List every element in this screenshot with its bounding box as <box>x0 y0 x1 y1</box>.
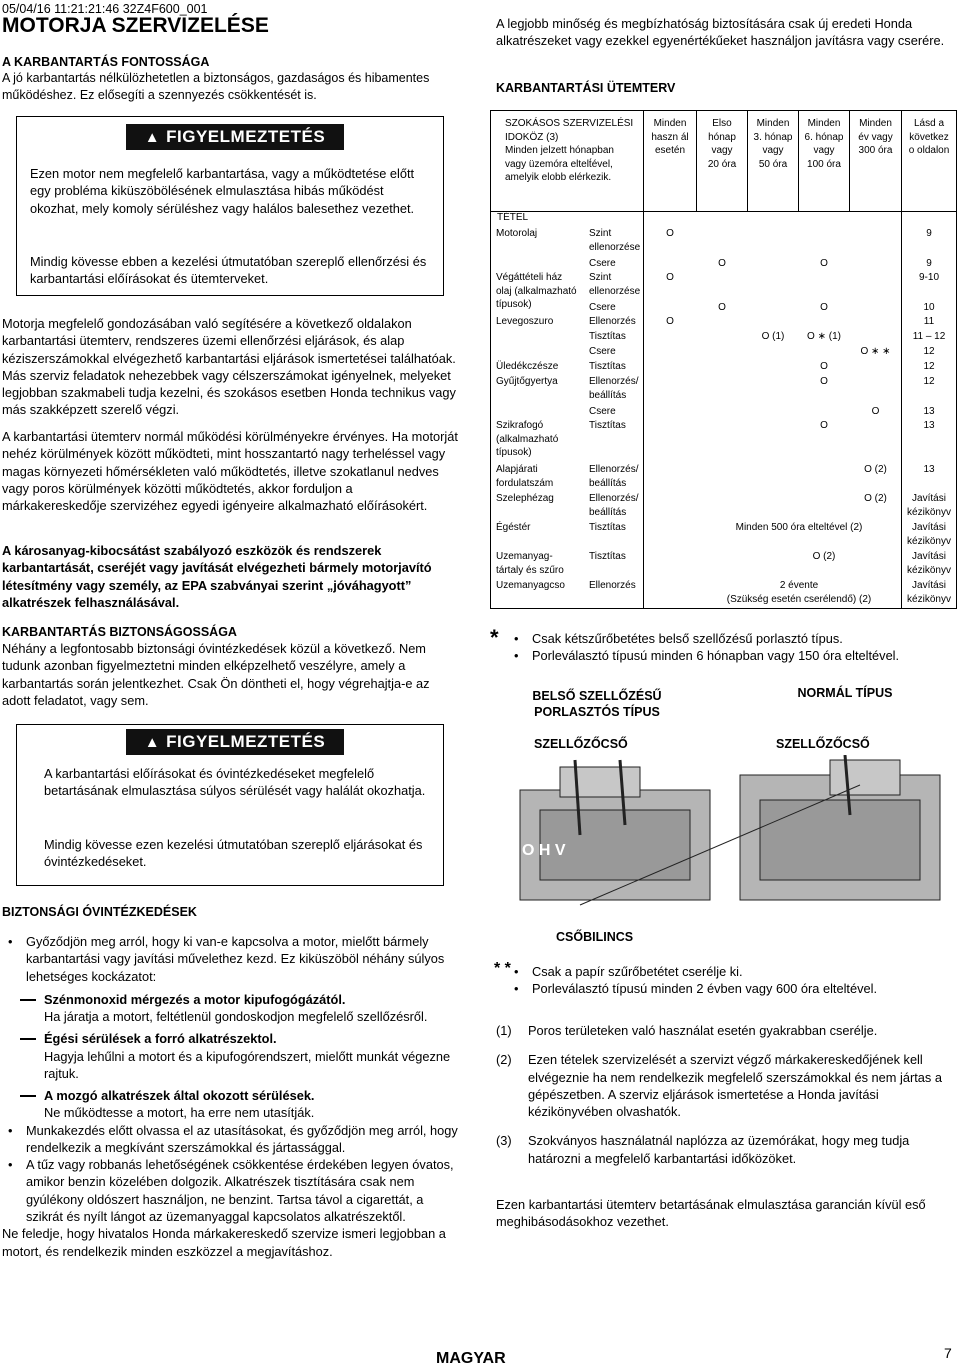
section-heading-safety: KARBANTARTÁS BIZTONSÁGOSSÁGA <box>2 625 237 639</box>
note-item: (3) Szokványos használatnál naplózza az üzemórákat, hogy meg tudja határozni a megfelelő karbantartási időközöket. <box>496 1133 910 1166</box>
table-cell-action: Tisztítas <box>589 361 626 372</box>
table-header-yearly: Minden év vagy 300 óra <box>858 118 893 156</box>
table-cell-mark: O ∗ ∗ <box>860 346 891 357</box>
table-cell-ref: Javítási kézikönyv <box>907 551 951 576</box>
table-cell-action: Csere <box>589 406 616 417</box>
section-heading-precautions: BIZTONSÁGI ÓVINTÉZKEDÉSEK <box>2 905 197 919</box>
label-vent-tube-right: SZELLŐZŐCSŐ <box>776 737 870 751</box>
footnote-item: • Csak kétszűrőbetétes belső szellőzésű porlasztó típus. <box>508 630 958 647</box>
table-cell-mark: O <box>820 376 828 387</box>
table-header-interval: SZOKÁSOS SZERVIZELÉSI IDOKÖZ (3) Minden jelzett hónapban vagy üzemóra eltelt́ével, amelyik elobb elérkezik. <box>505 118 634 183</box>
figure-title-inner-vent: BELSŐ SZELLŐZÉSŰ PORLASZTÓS TÍPUS <box>532 689 662 720</box>
table-cell-item: Levegoszuro <box>496 316 554 327</box>
hazard-item: A mozgó alkatrészek által okozott sérülések. Ne működtesse a motort, ha erre nem utasítják. <box>2 1087 460 1122</box>
table-cell-ref: 13 <box>923 420 935 431</box>
table-cell-ref: 12 <box>923 376 935 387</box>
table-cell-item: Uzemanyagcso <box>496 580 565 591</box>
table-cell-mark: O <box>820 302 828 313</box>
label-hose-clamp: CSŐBILINCS <box>556 930 634 944</box>
paragraph-2: A karbantartási ütemterv normál működési körülményekre érvényes. Ha motorját nehéz körülmények között működteti, mint hosszantartó nagy terheléssel vagy magas környezeti hőmérsékleten való működtetés, illetve szokatlanul nedves vagy poros körülmények közötti működtetés, akkor forduljon a márkakereskedője szervizéhez egyedi igényeire alkalmazható előírásokért. <box>2 429 458 514</box>
note-item: (1) Poros területeken való használat esetén gyakrabban cserélje. <box>496 1023 878 1038</box>
table-cell-item: Végáttételi ház olaj (alkalmazható típusok) <box>496 272 577 310</box>
footnote-star-2-list <box>508 963 958 998</box>
parts-intro: A legjobb minőség és megbízhatóság biztosítására csak új eredeti Honda alkatrészeket vagy ezekkel egyenértékűeket használjon javításra vagy cserére. <box>496 16 945 49</box>
svg-text:O H V: O H V <box>522 842 566 859</box>
table-cell-mark: O (1) <box>761 331 785 342</box>
table-cell-ref: Javítási kézikönyv <box>907 493 951 518</box>
table-cell-item: Szelephézag <box>496 493 554 504</box>
table-cell-ref: Javítási kézikönyv <box>907 522 951 547</box>
table-cell-action: Tisztítas <box>589 522 626 533</box>
warning-triangle-icon: ▲ <box>144 129 161 146</box>
table-cell-mark: O <box>666 228 674 239</box>
table-cell-action: Szint ellenorzése <box>589 272 641 297</box>
warning-header-2 <box>126 729 344 755</box>
table-cell-ref: 11 <box>923 316 935 327</box>
table-cell-mark: O <box>718 302 726 313</box>
note-item: (2) Ezen tételek szervizelését a szervizt végző márkakereskedőjének kell elvégeznie ha nem rendelkezik megfelelő szerszámokkal és nem jártas a gépészetben. A szerviz eljárások ismertetése a Honda javítási kézikönyvében olvashatók. <box>496 1052 942 1120</box>
table-cell-ref: 12 <box>923 346 935 357</box>
warning2-text-1: A karbantartási előírásokat és óvintézkedéseket megfelelő betartásának elmulasztása súlyos sérülését vagy halálát okozhatja. <box>44 766 426 799</box>
label-vent-tube-left: SZELLŐZŐCSŐ <box>534 737 628 751</box>
table-cell-span: Minden 500 óra elteltével (2) <box>735 522 863 533</box>
warranty-note: Ezen karbantartási ütemterv betartásának elmulasztása garancián kívül eső meghibásodásokhoz vezethet. <box>496 1197 926 1230</box>
schedule-heading: KARBANTARTÁSI ÜTEMTERV <box>496 81 676 95</box>
table-header-first-month: Elso hónap vagy 20 óra <box>707 118 737 170</box>
table-cell-item: Alapjárati fordulatszám <box>496 464 554 489</box>
table-cell-ref: 10 <box>923 302 935 313</box>
table-cell-action: Tisztítas <box>589 420 626 431</box>
paragraph-1: Motorja megfelelő gondozásában való segítésére a következő oldalakon karbantartási ütemterv, rendszeres üzemi ellenőrzési eljárások, és alap kéziszerszámokkal elvégezhető karbantartási eljárások ismertetései találhatóak. Más szerviz feladatok nehezebbek vagy célszerszámokat igényelnek, melyeket legjobban szakmabeli tudja kezelni, és szokásos esetben Honda technikus vagy más szakképzett szerelő végzi. <box>2 316 456 418</box>
footnote-star-1: * <box>490 625 499 650</box>
hazard-item: Szénmonoxid mérgezés a motor kipufogógázától. Ha járatja a motort, feltétlenül gondoskodjon megfelelő szellőzésről. <box>2 991 460 1026</box>
paragraph-emission: A károsanyag-kibocsátást szabályozó eszközök és rendszerek karbantartását, cseréjét vagy javítását elvégezheti bármely motorjavító létesítmény vagy személy, az EPA szabványai szerint „jóváhagyott” alkatrészek felhasználásával. <box>2 543 432 610</box>
warning-title-2: FIGYELMEZTETÉS <box>166 732 326 751</box>
print-meta: 05/04/16 11:21:21:46 32Z4F600_001 <box>2 2 208 16</box>
breather-diagram <box>500 680 955 950</box>
warning-title-1: FIGYELMEZTETÉS <box>166 127 326 146</box>
numbered-notes <box>496 1022 956 1167</box>
table-cell-action: Ellenorzés <box>589 316 636 327</box>
table-cell-action: Tisztítas <box>589 331 626 342</box>
table-cell-action: Csere <box>589 258 616 269</box>
precautions-list <box>2 933 460 1260</box>
table-cell-ref: 13 <box>923 406 935 417</box>
hazard-item: Égési sérülések a forró alkatrészektol. Hagyja lehűlni a motort és a kipufogórendszert, mielőtt munkát végezne rajtuk. <box>2 1030 460 1082</box>
table-header-see-page: Lásd a következ o oldalon <box>908 118 950 156</box>
table-cell-ref: 9 <box>926 228 932 239</box>
table-cell-item: Gyűjtőgyertya <box>496 376 558 387</box>
warning2-text-2: Mindig kövesse ezen kezelési útmutatóban szereplő eljárásokat és óvintézkedéseket. <box>44 837 423 870</box>
precaution-item: • Munkakezdés előtt olvassa el az utasításokat, és győződjön meg arról, hogy rendelkezik a megkívánt szerszámokkal és jártassággal. <box>2 1122 460 1157</box>
precautions-tail: Ne feledje, hogy hivatalos Honda márkakereskedő szervize ismeri legjobban a motort, és rendelkezik minden eszközzel a megjavításhoz. <box>2 1226 446 1259</box>
table-cell-mark: O <box>820 258 828 269</box>
table-cell-mark: O <box>820 420 828 431</box>
table-cell-mark: O <box>666 316 674 327</box>
table-cell-ref: 13 <box>923 464 935 475</box>
table-cell-mark: O <box>666 272 674 283</box>
table-header-3-months: Minden 3. hónap vagy 50 óra <box>753 118 793 170</box>
table-cell-mark: O (2) <box>812 551 836 562</box>
page-number: 7 <box>944 1345 952 1361</box>
table-header-item: TÉTEL <box>497 212 529 223</box>
safety-text: Néhány a legfontosabb biztonsági óvintézkedések közül a következő. Nem tudunk azonban figyelmeztetni minden elképzelhető veszélyre, amely a karbantartás során jelentkezhet. Csak Ön döntheti el, hogy végrehajtja-e az adott feladatot, vagy sem. <box>2 641 430 708</box>
table-cell-action: Ellenorzés/ beállítás <box>589 464 639 489</box>
warning-triangle-icon: ▲ <box>144 734 161 751</box>
importance-text: A jó karbantartás nélkülözhetetlen a biztonságos, gazdaságos és hibamentes működéshez. Ez elősegíti a szennyezés csökkentését is. <box>2 71 430 102</box>
footnote-item: • Porleválasztó típusú minden 6 hónapban vagy 150 óra elteltével. <box>508 647 958 664</box>
table-cell-item: Szikrafogó (alkalmazható típusok) <box>496 420 559 458</box>
footnote-star-1-list <box>508 630 958 665</box>
table-cell-item: Uzemanyag- tártaly és szűro <box>496 551 564 576</box>
figure-title-normal: NORMÁL TÍPUS <box>797 686 893 700</box>
table-cell-ref: 9 <box>926 258 932 269</box>
footnote-item: • Porleválasztó típusú minden 2 évben vagy 600 óra elteltével. <box>508 980 958 997</box>
table-cell-action: Ellenorzés <box>589 580 636 591</box>
table-cell-mark: O (2) <box>864 464 887 475</box>
table-cell-action: Csere <box>589 302 616 313</box>
footer-language: MAGYAR <box>436 1350 506 1367</box>
table-cell-mark: O <box>820 361 828 372</box>
footnote-star-2: * * <box>494 960 511 977</box>
table-cell-ref: 9-10 <box>918 272 939 283</box>
warning1-text-1: Ezen motor nem megfelelő karbantartása, vagy a működtetése előtt egy probléma kiküszöbölésének elmulasztása hibás működést okozhat, mely komoly sérüléshez vagy halálos balesethez vezethet. <box>30 166 415 216</box>
table-cell-mark: O <box>871 406 880 417</box>
table-cell-item: Üledékczésze <box>496 361 559 372</box>
table-header-6-months: Minden 6. hónap vagy 100 óra <box>804 118 844 170</box>
table-cell-ref: Javítási kézikönyv <box>907 580 951 605</box>
table-cell-mark: O <box>718 258 726 269</box>
warning1-text-2: Mindig kövesse ebben a kezelési útmutatóban szereplő ellenőrzési és karbantartási előírásokat és ütemterveket. <box>30 254 427 287</box>
section-heading-importance: A KARBANTARTÁS FONTOSSÁGA <box>2 55 210 69</box>
table-cell-ref: 11 – 12 <box>912 331 946 342</box>
table-cell-item: Motorolaj <box>496 228 538 239</box>
table-cell-action: Tisztítas <box>589 551 626 562</box>
precaution-item: • Győződjön meg arról, hogy ki van-e kapcsolva a motor, mielőtt bármely karbantartási vagy javítási művelethez kezd. Ez kiküszöböl néhány súlyos lehetséges kockázatot: Szénmonoxid mérgezés a motor kipufogógázától. Ha járatja a motort, feltétlenül gondoskodjon megfelelő szellőzésről. Égési sérülések a forró alkatrészektol. Hagyja lehűlni a motort és a kipufogórendszert, mielőtt munkát végezne rajtuk. A mozgó alkatrészek által okozott sérülések. Ne működtesse a motort, ha erre nem utasítják. <box>2 933 460 1122</box>
table-cell-action: Szint ellenorzése <box>589 228 641 253</box>
table-cell-item: Égéstér <box>496 522 531 533</box>
table-header-each-use: Minden haszn ál esetén <box>651 118 689 156</box>
table-cell-mark: O ∗ (1) <box>807 331 841 342</box>
page-title: MOTORJA SZERVIZELÉSE <box>2 14 269 37</box>
table-cell-action: Ellenorzés/ beállítás <box>589 493 639 518</box>
table-cell-action: Csere <box>589 346 616 357</box>
table-cell-mark: O (2) <box>864 493 887 504</box>
precaution-item: • A tűz vagy robbanás lehetőségének csökkentése érdekében legyen óvatos, amikor benzin közelében dolgozik. Alkatrészek tisztítására csak nem gyúlékony oldószert használjon, ne benzint. Tartsa távol a cigarettát, a szikrát és nyílt lángot az üzemanyaggal kapcsolatos alkatrészektől. <box>2 1156 460 1225</box>
maintenance-schedule-table <box>490 110 957 609</box>
table-cell-span: 2 évente (Szükség esetén cserélendő) (2) <box>726 580 872 605</box>
table-cell-action: Ellenorzés/ beállítás <box>589 376 639 401</box>
engine-illustration <box>500 755 955 935</box>
footnote-item: • Csak a papír szűrőbetétet cserélje ki. <box>508 963 958 980</box>
table-cell-ref: 12 <box>923 361 935 372</box>
warning-header-1 <box>126 124 344 150</box>
